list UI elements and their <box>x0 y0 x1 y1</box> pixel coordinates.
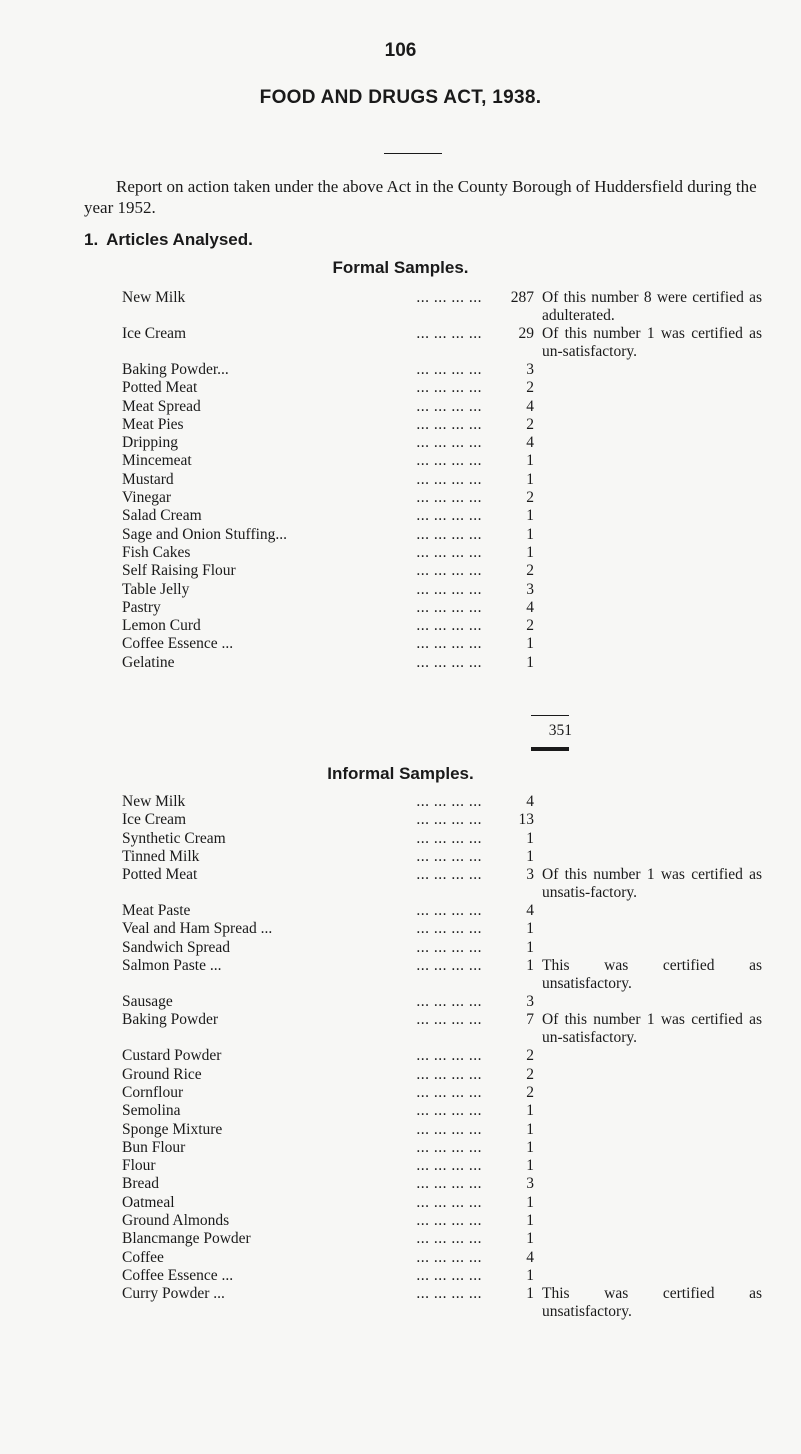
leader-dots: ... ... ... ... <box>416 1065 482 1083</box>
formal-samples-heading: Formal Samples. <box>332 258 469 277</box>
sample-count: 1 <box>482 452 534 470</box>
leader-dots: ... ... ... ... <box>416 452 482 470</box>
article-name: Sponge Mixture <box>122 1121 226 1139</box>
leader-dots: ... ... ... ... <box>416 1248 482 1266</box>
article-name: Meat Spread <box>122 398 205 416</box>
leader-dots: ... ... ... ... <box>416 434 482 452</box>
sample-count: 1 <box>482 635 534 653</box>
table-row <box>122 1121 782 1139</box>
article-name: Table Jelly <box>122 581 193 599</box>
table-row <box>122 361 782 379</box>
sample-count: 1 <box>482 654 534 672</box>
table-row <box>122 1011 782 1047</box>
sample-count: 2 <box>482 1066 534 1084</box>
article-name: Oatmeal <box>122 1194 179 1212</box>
sample-count: 1 <box>482 507 534 525</box>
article-name: Sage and Onion Stuffing... <box>122 526 291 544</box>
table-row <box>122 1084 782 1102</box>
leader-dots: ... ... ... ... <box>416 1083 482 1101</box>
article-name: Cornflour <box>122 1084 187 1102</box>
sample-count: 4 <box>482 793 534 811</box>
sample-count: 2 <box>482 562 534 580</box>
table-row <box>122 434 782 452</box>
article-name: Curry Powder ... <box>122 1285 229 1303</box>
article-name: Baking Powder <box>122 1011 222 1029</box>
intro-paragraph: Report on action taken under the above Act in the County Borough of Huddersfield during the year 1952. <box>84 177 757 217</box>
article-name: Salad Cream <box>122 507 206 525</box>
sample-count: 3 <box>482 581 534 599</box>
sample-count: 2 <box>482 1047 534 1065</box>
table-row <box>122 544 782 562</box>
sample-count: 1 <box>482 1267 534 1285</box>
article-name: Custard Powder <box>122 1047 225 1065</box>
formal-samples-table <box>122 289 782 672</box>
table-row <box>122 635 782 653</box>
leader-dots: ... ... ... ... <box>416 1230 482 1248</box>
sample-count: 2 <box>482 379 534 397</box>
formal-total-rule-bottom <box>531 747 569 751</box>
sample-count: 1 <box>482 920 534 938</box>
informal-samples-heading: Informal Samples. <box>327 764 474 783</box>
article-name: Synthetic Cream <box>122 830 230 848</box>
sample-count: 1 <box>482 526 534 544</box>
table-row <box>122 848 782 866</box>
article-name: Ground Almonds <box>122 1212 233 1230</box>
table-row <box>122 471 782 489</box>
leader-dots: ... ... ... ... <box>416 470 482 488</box>
article-name: New Milk <box>122 289 189 307</box>
sample-count: 2 <box>482 416 534 434</box>
sample-count: 1 <box>482 1102 534 1120</box>
sample-count: 1 <box>482 1212 534 1230</box>
article-name: Gelatine <box>122 654 179 672</box>
sample-count: 13 <box>482 811 534 829</box>
sample-count: 1 <box>482 939 534 957</box>
article-name: Potted Meat <box>122 866 201 884</box>
leader-dots: ... ... ... ... <box>416 1175 482 1193</box>
table-row <box>122 1249 782 1267</box>
leader-dots: ... ... ... ... <box>416 829 482 847</box>
sample-count: 4 <box>482 1249 534 1267</box>
sample-count: 1 <box>482 1230 534 1248</box>
formal-total-rule-top <box>531 715 569 716</box>
leader-dots: ... ... ... ... <box>416 1285 482 1303</box>
sample-count: 287 <box>482 289 534 307</box>
table-row <box>122 1175 782 1193</box>
article-name: Sandwich Spread <box>122 939 234 957</box>
leader-dots: ... ... ... ... <box>416 361 482 378</box>
leader-dots: ... ... ... ... <box>416 543 482 561</box>
certification-note: Of this number 1 was certified as un-satisfactory. <box>542 325 762 360</box>
article-name: New Milk <box>122 793 189 811</box>
certification-note: Of this number 1 was certified as un-satisfactory. <box>542 1011 762 1046</box>
table-row <box>122 993 782 1011</box>
leader-dots: ... ... ... ... <box>416 938 482 956</box>
article-name: Coffee Essence ... <box>122 1267 237 1285</box>
leader-dots: ... ... ... ... <box>416 635 482 653</box>
certification-note: Of this number 1 was certified as unsatis-factory. <box>542 866 762 901</box>
sample-count: 1 <box>482 848 534 866</box>
table-row <box>122 617 782 635</box>
leader-dots: ... ... ... ... <box>416 1138 482 1156</box>
table-row <box>122 562 782 580</box>
article-name: Coffee <box>122 1249 168 1267</box>
sample-count: 3 <box>482 361 534 379</box>
article-name: Lemon Curd <box>122 617 205 635</box>
leader-dots: ... ... ... ... <box>416 289 482 306</box>
leader-dots: ... ... ... ... <box>416 811 482 829</box>
table-row <box>122 1157 782 1175</box>
table-row <box>122 398 782 416</box>
table-row <box>122 1102 782 1120</box>
table-row <box>122 902 782 920</box>
sample-count: 1 <box>482 1285 534 1303</box>
table-row <box>122 939 782 957</box>
leader-dots: ... ... ... ... <box>416 993 482 1011</box>
article-name: Ice Cream <box>122 811 190 829</box>
leader-dots: ... ... ... ... <box>416 793 482 810</box>
certification-note: This was certified as unsatisfactory. <box>542 1285 762 1320</box>
leader-dots: ... ... ... ... <box>416 847 482 865</box>
table-row <box>122 526 782 544</box>
leader-dots: ... ... ... ... <box>416 1157 482 1175</box>
article-name: Fish Cakes <box>122 544 194 562</box>
leader-dots: ... ... ... ... <box>416 415 482 433</box>
article-name: Coffee Essence ... <box>122 635 237 653</box>
table-row <box>122 1066 782 1084</box>
leader-dots: ... ... ... ... <box>416 1120 482 1138</box>
formal-total: 351 <box>548 722 572 739</box>
article-name: Dripping <box>122 434 182 452</box>
sample-count: 4 <box>482 902 534 920</box>
informal-samples-table <box>122 793 782 1321</box>
leader-dots: ... ... ... ... <box>416 1193 482 1211</box>
article-name: Self Raising Flour <box>122 562 240 580</box>
leader-dots: ... ... ... ... <box>416 580 482 598</box>
table-row <box>122 830 782 848</box>
table-row <box>122 1139 782 1157</box>
article-name: Mincemeat <box>122 452 196 470</box>
leader-dots: ... ... ... ... <box>416 379 482 397</box>
table-row <box>122 793 782 811</box>
sample-count: 2 <box>482 617 534 635</box>
table-row <box>122 289 782 325</box>
article-name: Ice Cream <box>122 325 190 343</box>
table-row <box>122 452 782 470</box>
article-name: Ground Rice <box>122 1066 206 1084</box>
leader-dots: ... ... ... ... <box>416 920 482 938</box>
sample-count: 1 <box>482 1139 534 1157</box>
article-name: Semolina <box>122 1102 185 1120</box>
table-row <box>122 325 782 361</box>
section-number: 1. <box>84 230 99 249</box>
leader-dots: ... ... ... ... <box>416 957 482 975</box>
sample-count: 3 <box>482 866 534 884</box>
table-row <box>122 581 782 599</box>
article-name: Veal and Ham Spread ... <box>122 920 276 938</box>
table-row <box>122 379 782 397</box>
leader-dots: ... ... ... ... <box>416 325 482 342</box>
sample-count: 1 <box>482 1121 534 1139</box>
article-name: Salmon Paste ... <box>122 957 225 975</box>
certification-note: This was certified as unsatisfactory. <box>542 957 762 992</box>
article-name: Baking Powder... <box>122 361 233 379</box>
sample-count: 1 <box>482 830 534 848</box>
sample-count: 2 <box>482 489 534 507</box>
table-row <box>122 416 782 434</box>
article-name: Potted Meat <box>122 379 201 397</box>
leader-dots: ... ... ... ... <box>416 1102 482 1120</box>
table-row <box>122 599 782 617</box>
table-row <box>122 1230 782 1248</box>
table-row <box>122 1267 782 1285</box>
sample-count: 4 <box>482 398 534 416</box>
page-number: 106 <box>384 40 417 61</box>
table-row <box>122 1285 782 1321</box>
article-name: Vinegar <box>122 489 175 507</box>
article-name: Meat Paste <box>122 902 194 920</box>
sample-count: 7 <box>482 1011 534 1029</box>
table-row <box>122 654 782 672</box>
table-row <box>122 811 782 829</box>
leader-dots: ... ... ... ... <box>416 1011 482 1029</box>
leader-dots: ... ... ... ... <box>416 617 482 635</box>
certification-note: Of this number 8 were certified as adulterated. <box>542 289 762 324</box>
leader-dots: ... ... ... ... <box>416 507 482 525</box>
sample-count: 3 <box>482 993 534 1011</box>
sample-count: 1 <box>482 471 534 489</box>
leader-dots: ... ... ... ... <box>416 562 482 580</box>
leader-dots: ... ... ... ... <box>416 397 482 415</box>
table-row <box>122 1194 782 1212</box>
section-title: Articles Analysed. <box>106 230 253 249</box>
article-name: Pastry <box>122 599 165 617</box>
article-name: Sausage <box>122 993 177 1011</box>
article-name: Blancmange Powder <box>122 1230 255 1248</box>
title-divider <box>384 153 442 154</box>
sample-count: 29 <box>482 325 534 343</box>
table-row <box>122 489 782 507</box>
sample-count: 1 <box>482 1194 534 1212</box>
article-name: Bun Flour <box>122 1139 189 1157</box>
article-name: Meat Pies <box>122 416 188 434</box>
table-row <box>122 920 782 938</box>
leader-dots: ... ... ... ... <box>416 489 482 507</box>
page-title: FOOD AND DRUGS ACT, 1938. <box>259 87 542 108</box>
sample-count: 1 <box>482 1157 534 1175</box>
leader-dots: ... ... ... ... <box>416 1266 482 1284</box>
sample-count: 1 <box>482 957 534 975</box>
table-row <box>122 1212 782 1230</box>
table-row <box>122 866 782 902</box>
sample-count: 4 <box>482 599 534 617</box>
table-row <box>122 1047 782 1065</box>
leader-dots: ... ... ... ... <box>416 1047 482 1065</box>
sample-count: 3 <box>482 1175 534 1193</box>
leader-dots: ... ... ... ... <box>416 525 482 543</box>
leader-dots: ... ... ... ... <box>416 866 482 884</box>
sample-count: 4 <box>482 434 534 452</box>
leader-dots: ... ... ... ... <box>416 902 482 920</box>
article-name: Bread <box>122 1175 163 1193</box>
sample-count: 2 <box>482 1084 534 1102</box>
leader-dots: ... ... ... ... <box>416 598 482 616</box>
table-row <box>122 507 782 525</box>
article-name: Mustard <box>122 471 178 489</box>
leader-dots: ... ... ... ... <box>416 653 482 671</box>
article-name: Tinned Milk <box>122 848 203 866</box>
table-row <box>122 957 782 993</box>
sample-count: 1 <box>482 544 534 562</box>
article-name: Flour <box>122 1157 160 1175</box>
leader-dots: ... ... ... ... <box>416 1212 482 1230</box>
section-heading <box>84 230 253 250</box>
